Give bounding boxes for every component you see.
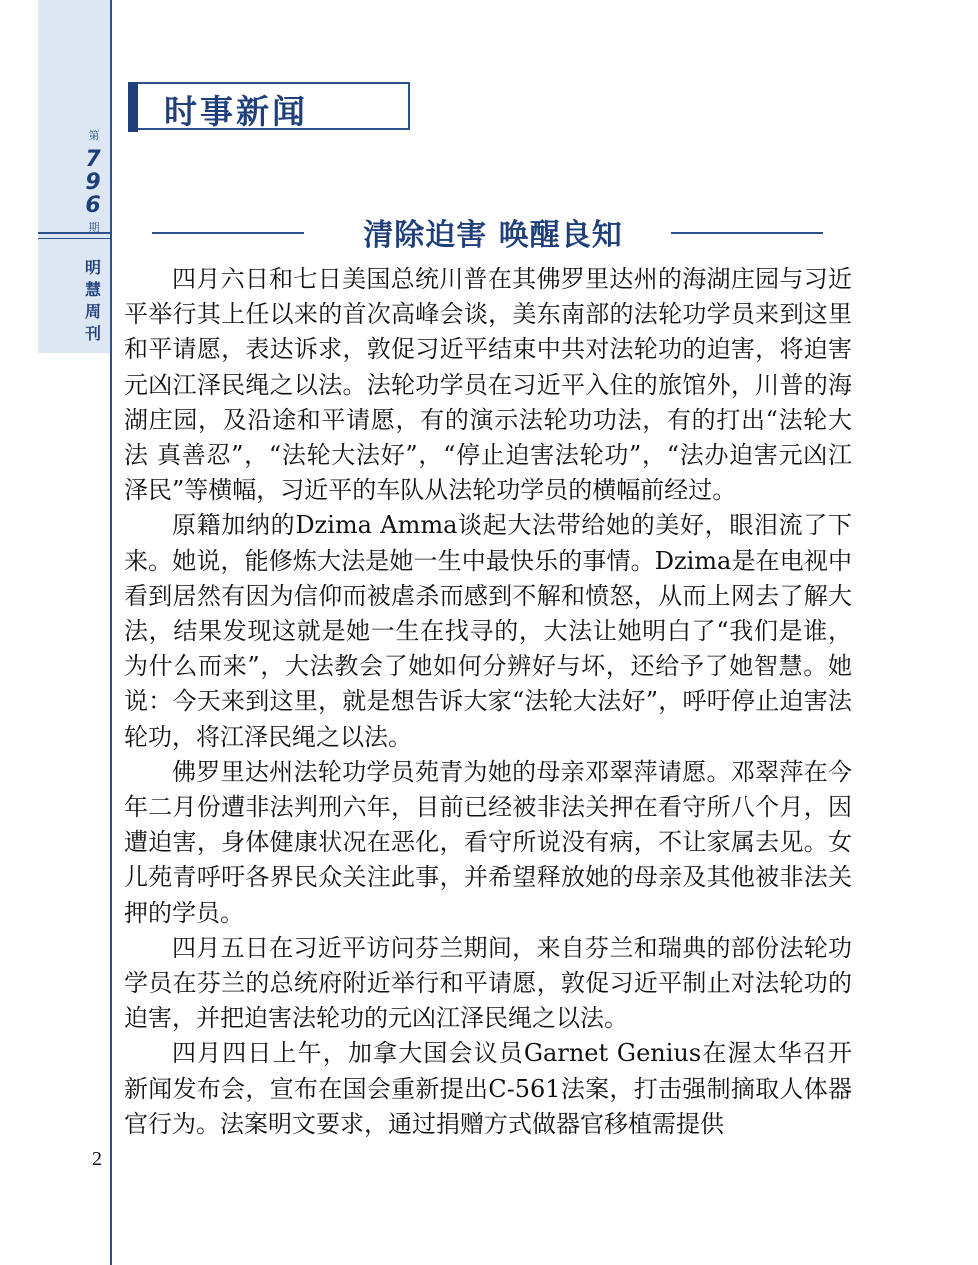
issue-suffix: 期 [88, 221, 100, 234]
section-title: 时事新闻 [164, 92, 308, 131]
publication-name-char: 刊 [84, 324, 101, 343]
publication-name-char: 慧 [84, 280, 101, 299]
issue-digit: 9 [85, 170, 101, 195]
margin-rule [110, 353, 112, 1265]
section-header [128, 82, 410, 130]
paragraph: 原籍加纳的Dzima Amma谈起大法带给她的美好，眼泪流了下来。她说，能修炼大法是她一生中最快乐的事情。Dzima是在电视中看到居然有因为信仰而被虐杀而感到不解和愤怒，从而上网去了解大法，结果发现这就是她一生在找寻的，大法让她明白了“我们是谁，为什么而来”，大法教会了她如何分辨好与坏，还给予了她智慧。她说：今天来到这里，就是想告诉大家“法轮大法好”，呼吁停止迫害法轮功，将江泽民绳之以法。 [124, 511, 852, 751]
article-body [124, 262, 852, 1142]
article-title: 清除迫害 唤醒良知 [363, 218, 623, 253]
publication-name-char: 明 [84, 258, 101, 277]
paragraph: 四月五日在习近平访问芬兰期间，来自芬兰和瑞典的部份法轮功学员在芬兰的总统府附近举行和平请愿，敦促习近平制止对法轮功的迫害，并把迫害法轮功的元凶江泽民绳之以法。 [124, 933, 852, 1033]
page-number: 2 [92, 1148, 102, 1170]
section-header-bar [128, 82, 138, 132]
issue-prefix: 第 [88, 129, 100, 142]
paragraph: 佛罗里达州法轮功学员苑青为她的母亲邓翠萍请愿。邓翠萍在今年二月份遭非法判刑六年，目前已经被非法关押在看守所八个月，因遭迫害，身体健康状况在恶化，看守所说没有病，不让家属去见。女儿苑青呼吁各界民众关注此事，并希望释放她的母亲及其他被非法关押的学员。 [124, 757, 852, 927]
publication-name-char: 周 [84, 302, 101, 321]
issue-digit: 7 [85, 147, 101, 172]
paragraph: 四月四日上午，加拿大国会议员Garnet Genius在渥太华召开新闻发布会，宣布在国会重新提出C-561法案，打击强制摘取人体器官行为。法案明文要求，通过捐赠方式做器官移植需提供 [124, 1039, 852, 1138]
issue-digit: 6 [85, 193, 101, 218]
paragraph: 四月六日和七日美国总统川普在其佛罗里达州的海湖庄园与习近平举行其上任以来的首次高峰会谈，美东南部的法轮功学员来到这里和平请愿，表达诉求，敦促习近平结束中共对法轮功的迫害，将迫害元凶江泽民绳之以法。法轮功学员在习近平入住的旅馆外，川普的海湖庄园，及沿途和平请愿，有的演示法轮功功法，有的打出“法轮大法 真善忍”，“法轮大法好”，“停止迫害法轮功”，“法办迫害元凶江泽民”等横幅，习近平的车队从法轮功学员的横幅前经过。 [124, 265, 852, 505]
